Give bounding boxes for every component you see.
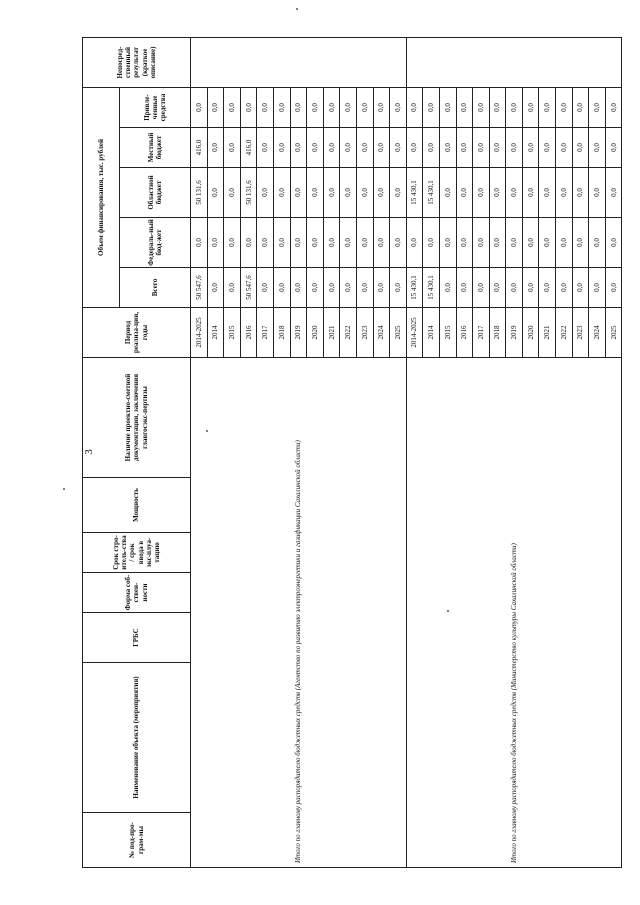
- cell-attracted: 0,0: [207, 87, 224, 127]
- cell-total: 0,0: [356, 268, 373, 308]
- cell-federal: 0,0: [373, 218, 390, 268]
- cell-period: 2017: [473, 308, 490, 358]
- header-local: Местный бюджет: [120, 128, 191, 168]
- cell-federal: 0,0: [423, 218, 440, 268]
- cell-local: 0,0: [423, 128, 440, 168]
- cell-local: 0,0: [224, 128, 241, 168]
- cell-period: 2020: [307, 308, 324, 358]
- cell-regional: 0,0: [356, 168, 373, 218]
- cell-attracted: 0,0: [290, 87, 307, 127]
- cell-attracted: 0,0: [473, 87, 490, 127]
- cell-attracted: 0,0: [423, 87, 440, 127]
- cell-period: 2014-2025: [406, 308, 423, 358]
- cell-total: 0,0: [506, 268, 523, 308]
- cell-attracted: 0,0: [257, 87, 274, 127]
- cell-local: 0,0: [390, 128, 407, 168]
- cell-total: 0,0: [257, 268, 274, 308]
- cell-regional: 15 430,1: [406, 168, 423, 218]
- cell-total: 50 547,6: [240, 268, 257, 308]
- header-finance: Объем финансирования, тыс. рублей: [83, 87, 120, 307]
- cell-total: 0,0: [605, 268, 622, 308]
- cell-regional: 0,0: [589, 168, 606, 218]
- cell-total: 0,0: [224, 268, 241, 308]
- cell-local: 0,0: [307, 128, 324, 168]
- cell-attracted: 0,0: [489, 87, 506, 127]
- cell-federal: 0,0: [439, 218, 456, 268]
- cell-local: 416,0: [240, 128, 257, 168]
- cell-local: 0,0: [539, 128, 556, 168]
- cell-local: 0,0: [572, 128, 589, 168]
- cell-regional: 0,0: [340, 168, 357, 218]
- cell-federal: 0,0: [556, 218, 573, 268]
- cell-federal: 0,0: [207, 218, 224, 268]
- cell-total: 0,0: [489, 268, 506, 308]
- cell-period: 2018: [273, 308, 290, 358]
- cell-local: 0,0: [439, 128, 456, 168]
- scan-speck: [63, 488, 65, 490]
- cell-total: 0,0: [556, 268, 573, 308]
- cell-attracted: 0,0: [589, 87, 606, 127]
- cell-period: 2015: [439, 308, 456, 358]
- cell-attracted: 0,0: [539, 87, 556, 127]
- cell-period: 2025: [605, 308, 622, 358]
- cell-period: 2022: [340, 308, 357, 358]
- cell-total: 0,0: [323, 268, 340, 308]
- cell-local: 0,0: [323, 128, 340, 168]
- cell-period: 2025: [390, 308, 407, 358]
- header-num: № под-про-грам-мы: [83, 813, 191, 868]
- block-title: Итого по главному распорядителю бюджетных средств (Министерство культуры Сахалинской области): [406, 358, 622, 868]
- cell-regional: 0,0: [290, 168, 307, 218]
- cell-period: 2015: [224, 308, 241, 358]
- cell-period: 2021: [539, 308, 556, 358]
- cell-federal: 0,0: [191, 218, 208, 268]
- cell-period: 2023: [572, 308, 589, 358]
- cell-regional: 50 131,6: [240, 168, 257, 218]
- cell-total: 0,0: [522, 268, 539, 308]
- cell-attracted: 0,0: [340, 87, 357, 127]
- cell-total: 0,0: [373, 268, 390, 308]
- cell-regional: 15 430,1: [423, 168, 440, 218]
- cell-regional: 0,0: [390, 168, 407, 218]
- cell-total: 0,0: [207, 268, 224, 308]
- cell-regional: 0,0: [522, 168, 539, 218]
- rotated-document: [82, 38, 618, 868]
- cell-federal: 0,0: [605, 218, 622, 268]
- cell-total: 0,0: [390, 268, 407, 308]
- cell-period: 2014-2025: [191, 308, 208, 358]
- header-attracted: Привле-ченные средства: [120, 87, 191, 127]
- cell-regional: 0,0: [257, 168, 274, 218]
- cell-period: 2024: [373, 308, 390, 358]
- cell-attracted: 0,0: [224, 87, 241, 127]
- cell-total: 0,0: [307, 268, 324, 308]
- cell-federal: 0,0: [257, 218, 274, 268]
- cell-period: 2020: [522, 308, 539, 358]
- cell-attracted: 0,0: [456, 87, 473, 127]
- cell-period: 2014: [207, 308, 224, 358]
- header-result: Непосред-ственный результат (краткое описание): [83, 37, 191, 87]
- table-row: [191, 37, 208, 867]
- table-body: [191, 37, 622, 867]
- cell-result: [191, 37, 407, 87]
- cell-local: 0,0: [522, 128, 539, 168]
- cell-local: 0,0: [273, 128, 290, 168]
- cell-local: 0,0: [605, 128, 622, 168]
- cell-total: 0,0: [456, 268, 473, 308]
- cell-period: 2017: [257, 308, 274, 358]
- cell-period: 2019: [506, 308, 523, 358]
- cell-period: 2021: [323, 308, 340, 358]
- header-regional: Областной бюджет: [120, 168, 191, 218]
- cell-regional: 0,0: [539, 168, 556, 218]
- cell-federal: 0,0: [273, 218, 290, 268]
- header-total: Всего: [120, 268, 191, 308]
- cell-regional: 50 131,6: [191, 168, 208, 218]
- cell-federal: 0,0: [240, 218, 257, 268]
- cell-local: 0,0: [456, 128, 473, 168]
- cell-attracted: 0,0: [556, 87, 573, 127]
- page-number: 3: [82, 449, 95, 455]
- cell-period: 2022: [556, 308, 573, 358]
- header-docs: Наличие проектно-сметной документации, заключения главгосэкс-пертизы: [83, 358, 191, 478]
- cell-federal: 0,0: [589, 218, 606, 268]
- block-title: Итого по главному распорядителю бюджетных средств (Агентство по развитию электроэнергетики и газификации Сахалинской области): [191, 358, 407, 868]
- scan-speck: [296, 8, 298, 10]
- cell-period: 2014: [423, 308, 440, 358]
- cell-federal: 0,0: [224, 218, 241, 268]
- cell-total: 0,0: [290, 268, 307, 308]
- cell-regional: 0,0: [506, 168, 523, 218]
- cell-federal: 0,0: [489, 218, 506, 268]
- cell-regional: 0,0: [439, 168, 456, 218]
- cell-attracted: 0,0: [522, 87, 539, 127]
- cell-total: 0,0: [539, 268, 556, 308]
- cell-regional: 0,0: [489, 168, 506, 218]
- cell-federal: 0,0: [522, 218, 539, 268]
- cell-total: 15 430,1: [406, 268, 423, 308]
- cell-period: 2023: [356, 308, 373, 358]
- cell-total: 0,0: [273, 268, 290, 308]
- cell-attracted: 0,0: [273, 87, 290, 127]
- cell-local: 0,0: [207, 128, 224, 168]
- cell-attracted: 0,0: [373, 87, 390, 127]
- cell-federal: 0,0: [506, 218, 523, 268]
- scan-speck: [206, 430, 208, 432]
- cell-local: 0,0: [290, 128, 307, 168]
- cell-local: 0,0: [589, 128, 606, 168]
- cell-federal: 0,0: [473, 218, 490, 268]
- cell-local: 0,0: [340, 128, 357, 168]
- cell-regional: 0,0: [373, 168, 390, 218]
- cell-attracted: 0,0: [506, 87, 523, 127]
- cell-attracted: 0,0: [323, 87, 340, 127]
- cell-attracted: 0,0: [390, 87, 407, 127]
- cell-federal: 0,0: [539, 218, 556, 268]
- cell-regional: 0,0: [473, 168, 490, 218]
- cell-total: 0,0: [340, 268, 357, 308]
- cell-regional: 0,0: [273, 168, 290, 218]
- financing-table: [82, 37, 622, 868]
- cell-local: 0,0: [489, 128, 506, 168]
- cell-local: 416,0: [191, 128, 208, 168]
- cell-regional: 0,0: [605, 168, 622, 218]
- cell-period: 2024: [589, 308, 606, 358]
- header-federal: Федераль-ный бюд-жет: [120, 218, 191, 268]
- cell-attracted: 0,0: [191, 87, 208, 127]
- table-row: [406, 37, 423, 867]
- cell-federal: 0,0: [572, 218, 589, 268]
- cell-federal: 0,0: [307, 218, 324, 268]
- cell-local: 0,0: [356, 128, 373, 168]
- cell-total: 15 430,1: [423, 268, 440, 308]
- cell-regional: 0,0: [323, 168, 340, 218]
- header-grbs: ГРБС: [83, 613, 191, 663]
- cell-regional: 0,0: [224, 168, 241, 218]
- cell-federal: 0,0: [456, 218, 473, 268]
- cell-regional: 0,0: [307, 168, 324, 218]
- cell-local: 0,0: [556, 128, 573, 168]
- cell-attracted: 0,0: [605, 87, 622, 127]
- cell-federal: 0,0: [356, 218, 373, 268]
- cell-federal: 0,0: [340, 218, 357, 268]
- cell-regional: 0,0: [572, 168, 589, 218]
- cell-local: 0,0: [373, 128, 390, 168]
- cell-total: 0,0: [572, 268, 589, 308]
- cell-attracted: 0,0: [406, 87, 423, 127]
- header-form: Форма соб-ствен-ности: [83, 573, 191, 613]
- cell-period: 2016: [456, 308, 473, 358]
- cell-attracted: 0,0: [572, 87, 589, 127]
- cell-local: 0,0: [406, 128, 423, 168]
- cell-attracted: 0,0: [240, 87, 257, 127]
- cell-total: 0,0: [473, 268, 490, 308]
- cell-total: 0,0: [439, 268, 456, 308]
- cell-total: 50 547,6: [191, 268, 208, 308]
- cell-period: 2019: [290, 308, 307, 358]
- cell-local: 0,0: [506, 128, 523, 168]
- header-period: Период реализа-ции, годы: [83, 308, 191, 358]
- cell-federal: 0,0: [290, 218, 307, 268]
- cell-period: 2018: [489, 308, 506, 358]
- cell-attracted: 0,0: [307, 87, 324, 127]
- header-term: Срок стро-итель-ства / срок ввода в экс-плуа-тацию: [83, 533, 191, 573]
- cell-federal: 0,0: [406, 218, 423, 268]
- cell-total: 0,0: [589, 268, 606, 308]
- cell-local: 0,0: [473, 128, 490, 168]
- cell-period: 2016: [240, 308, 257, 358]
- cell-regional: 0,0: [556, 168, 573, 218]
- scan-speck: [447, 610, 449, 612]
- cell-attracted: 0,0: [356, 87, 373, 127]
- header-name: Наименование объекта (мероприятия): [83, 663, 191, 813]
- cell-local: 0,0: [257, 128, 274, 168]
- cell-attracted: 0,0: [439, 87, 456, 127]
- cell-result: [406, 37, 622, 87]
- cell-federal: 0,0: [390, 218, 407, 268]
- cell-regional: 0,0: [456, 168, 473, 218]
- cell-federal: 0,0: [323, 218, 340, 268]
- header-power: Мощность: [83, 478, 191, 533]
- cell-regional: 0,0: [207, 168, 224, 218]
